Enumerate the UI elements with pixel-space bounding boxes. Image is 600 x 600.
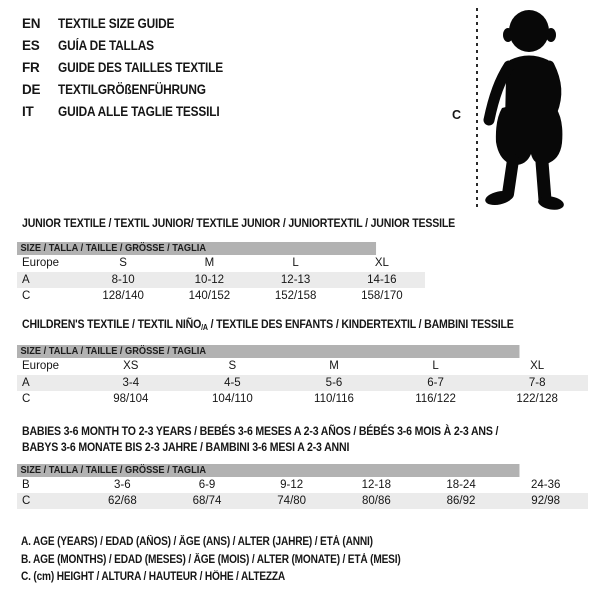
height-measure-line	[476, 8, 478, 210]
table-cell: 98/104	[113, 393, 149, 405]
table-cell: 3-6	[114, 479, 131, 491]
table-cell: 24-36	[530, 479, 561, 491]
size-header-bar: SIZE / TALLA / TAILLE / GRÖSSE / TAGLIA	[17, 242, 376, 255]
size-column-header: XL	[374, 257, 389, 269]
table-cell: 122/128	[516, 393, 558, 405]
row-label: A	[22, 377, 30, 389]
table-row	[17, 288, 425, 304]
table-cell: 9-12	[280, 479, 304, 491]
table-cell: 86/92	[446, 495, 476, 507]
table-cell: 7-8	[528, 377, 546, 389]
table-cell: 152/158	[274, 290, 317, 302]
table-row	[17, 272, 425, 288]
table-cell: 5-6	[325, 377, 343, 389]
table-cell: 12-18	[361, 479, 392, 491]
language-title: TEXTILGRÖßENFÜHRUNG	[58, 82, 206, 97]
language-row-it	[22, 101, 246, 123]
language-row-de	[22, 79, 246, 101]
table-cell: 140/152	[188, 290, 231, 302]
row-label: C	[22, 290, 31, 302]
language-row-es	[22, 35, 246, 57]
size-column-header: L	[432, 360, 439, 372]
children-title-prefix: CHILDREN'S TEXTILE / TEXTIL NIÑO	[22, 317, 202, 331]
size-column-header: M	[204, 257, 215, 269]
babies-table-title	[22, 423, 563, 455]
table-cell: 158/170	[361, 290, 403, 302]
language-list	[22, 13, 246, 123]
size-column-header: L	[292, 257, 299, 269]
children-table-title	[22, 316, 514, 336]
size-column-header: S	[119, 257, 127, 269]
table-row	[17, 375, 588, 391]
table-cell: 80/86	[361, 495, 391, 507]
measure-legend	[21, 534, 452, 587]
language-code: DE	[22, 82, 41, 97]
row-label: B	[22, 479, 30, 491]
table-cell: 6-9	[198, 479, 216, 491]
table-cell: 4-5	[224, 377, 241, 389]
size-column-header: S	[228, 360, 237, 372]
row-label: C	[22, 495, 31, 507]
language-title: GUIDA ALLE TAGLIE TESSILI	[58, 104, 220, 119]
table-cell: 68/74	[192, 495, 222, 507]
language-code: EN	[22, 16, 41, 31]
table-cell: 12-13	[280, 274, 311, 286]
children-title-subscript: /A	[201, 323, 208, 332]
legend-line-b: B. AGE (MONTHS) / EDAD (MESES) / ÂGE (MOIS) / ALTER (MONATE) / ETÀ (MESI)	[21, 553, 401, 566]
size-column-header: M	[329, 360, 339, 372]
language-title: TEXTILE SIZE GUIDE	[58, 16, 175, 31]
size-column-header: XS	[123, 360, 139, 372]
region-label: Europe	[22, 257, 60, 269]
language-row-fr	[22, 57, 246, 79]
table-columns-row	[17, 255, 425, 272]
height-measure-label: C	[452, 108, 462, 122]
language-title: GUÍA DE TALLAS	[58, 38, 154, 53]
size-header-bar: SIZE / TALLA / TAILLE / GRÖSSE / TAGLIA	[17, 345, 519, 358]
toddler-silhouette-icon	[482, 8, 574, 210]
table-cell: 62/68	[107, 495, 137, 507]
junior-table-title: JUNIOR TEXTILE / TEXTIL JUNIOR/ TEXTILE JUNIOR / JUNIORTEXTIL / JUNIOR TESSILE	[22, 216, 455, 230]
table-cell: 3-4	[122, 377, 140, 389]
children-title-suffix: / TEXTILE DES ENFANTS / KINDERTEXTIL / BAMBINI TESSILE	[207, 317, 514, 331]
legend-line-a: A. AGE (YEARS) / EDAD (AÑOS) / ÂGE (ANS) / ALTER (JAHRE) / ETÀ (ANNI)	[21, 536, 373, 548]
region-label: Europe	[22, 360, 60, 372]
size-column-header: XL	[530, 360, 545, 372]
table-row	[17, 477, 588, 493]
table-cell: 74/80	[277, 495, 307, 507]
table-cell: 8-10	[111, 274, 135, 286]
table-cell: 92/98	[531, 495, 561, 507]
table-row	[17, 493, 588, 509]
table-row	[17, 391, 588, 407]
language-code: FR	[22, 60, 40, 75]
table-cell: 6-7	[427, 377, 444, 389]
legend-line-c: C. (cm) HEIGHT / ALTURA / HAUTEUR / HÖHE / ALTEZZA	[21, 571, 286, 583]
language-code: IT	[22, 104, 34, 119]
table-cell: 110/116	[314, 393, 354, 405]
size-header-bar: SIZE / TALLA / TAILLE / GRÖSSE / TAGLIA	[17, 464, 519, 477]
language-code: ES	[22, 38, 40, 53]
table-cell: 116/122	[415, 393, 456, 405]
language-title: GUIDE DES TAILLES TEXTILE	[58, 60, 224, 75]
children-table	[17, 345, 588, 407]
row-label: A	[22, 274, 30, 286]
language-row-en	[22, 13, 246, 35]
table-cell: 104/110	[212, 393, 253, 405]
table-cell: 18-24	[446, 479, 476, 491]
table-cell: 128/140	[102, 290, 144, 302]
table-cell: 14-16	[367, 274, 397, 286]
junior-table	[17, 242, 425, 304]
table-columns-row	[17, 358, 588, 375]
babies-title-line2: BABYS 3-6 MONATE BIS 2-3 JAHRE / BAMBINI 3-6 MESI A 2-3 ANNI	[22, 440, 350, 454]
babies-table	[17, 464, 588, 509]
babies-title-line1: BABIES 3-6 MONTH TO 2-3 YEARS / BEBÉS 3-6 MESES A 2-3 AÑOS / BÉBÉS 3-6 MOIS À 2-3 ANS /	[22, 424, 499, 438]
table-cell: 10-12	[194, 274, 225, 286]
row-label: C	[22, 393, 31, 405]
